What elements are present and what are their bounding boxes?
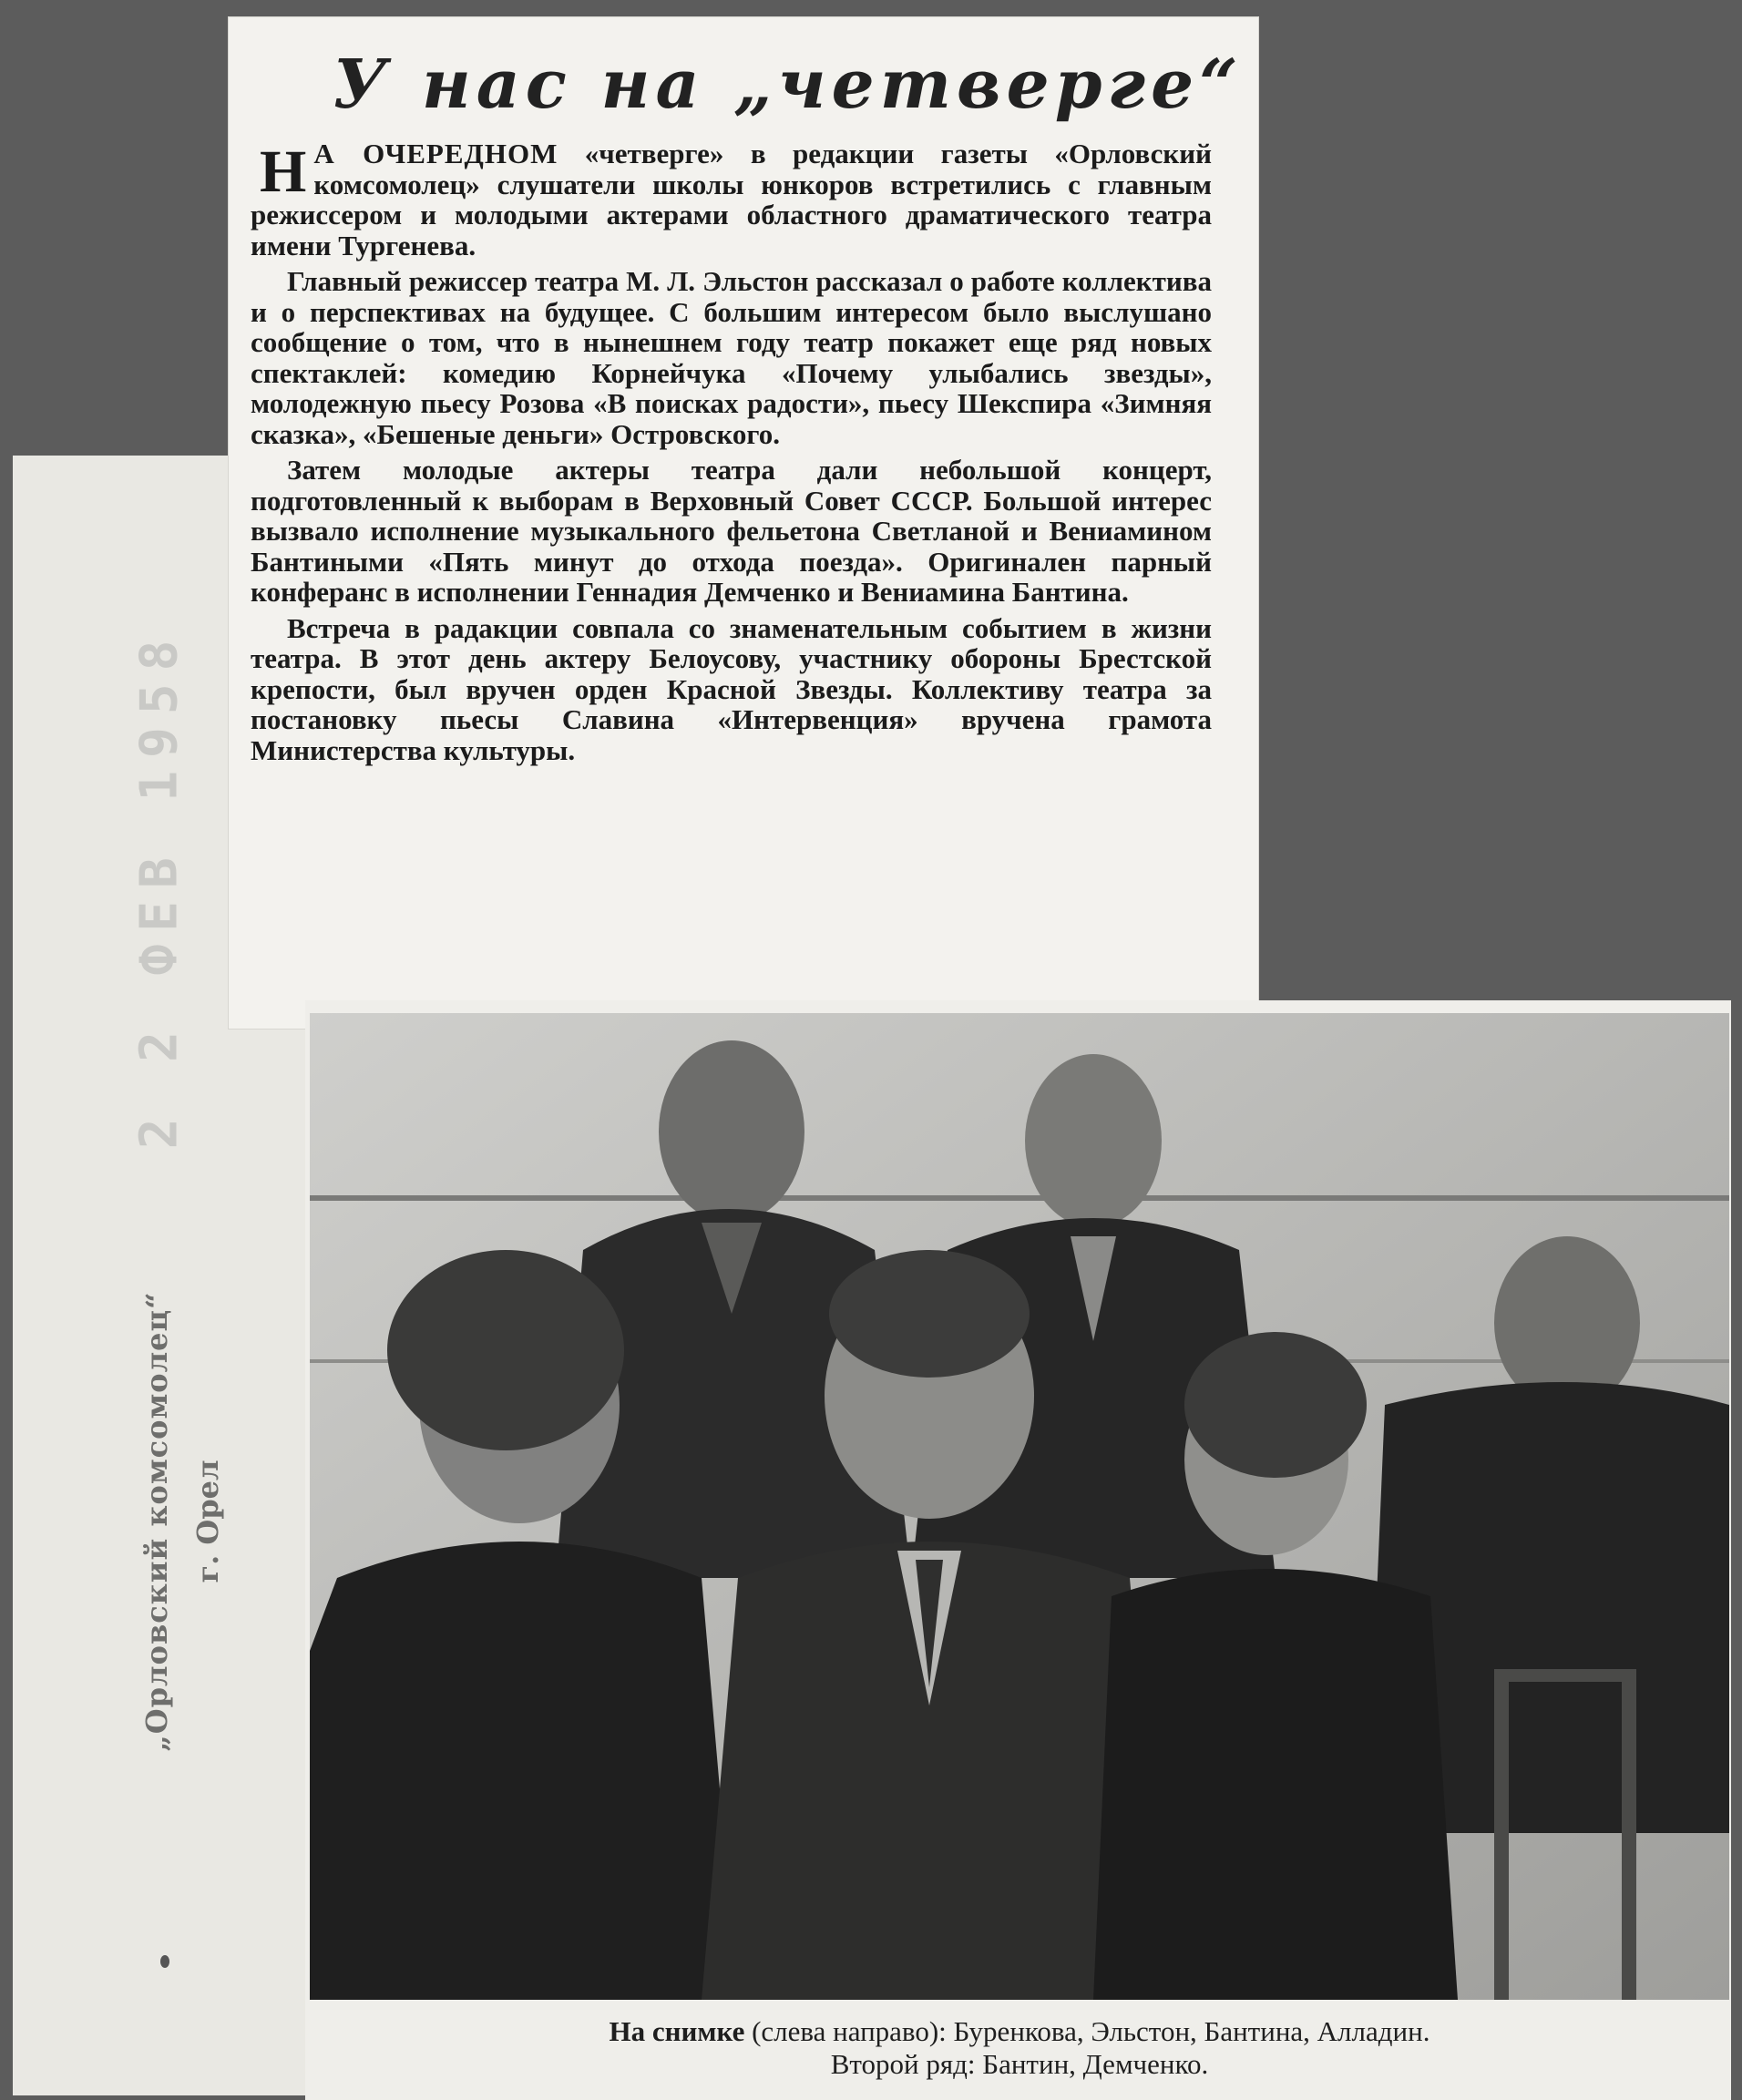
paragraph-1-text: «четверге» в редакции газеты «Орловский комсомолец» слушатели школы юнкоров встретились с главным режиссером и молодыми актерами областного драматического театра имени Тургенева.	[251, 138, 1212, 261]
caption-line-1	[310, 2015, 1729, 2048]
caption-line-2: Второй ряд: Бантин, Демченко.	[830, 2048, 1209, 2080]
source-stamp	[139, 1291, 225, 1751]
source-stamp-city: г. Орел	[190, 1460, 225, 1583]
article-headline: У нас на „четверге“	[333, 46, 1244, 124]
article-paragraph-2: Главный режиссер театра М. Л. Эльстон рассказал о работе коллектива и о перспективах на будущее. С большим интересом было выслушано сообщение о том, что в нынешнем году театр покажет еще ряд новых спектаклей: комедию Корнейчука «Почему улыбались звезды», молодежную пьесу Розова «В поисках радости», пьесу Шекспира «Зимняя сказка», «Бешеные деньги» Островского.	[251, 265, 1212, 450]
caption-line-1-text: (слева направо): Буренкова, Эльстон, Бантина, Алладин.	[752, 2015, 1430, 2047]
date-stamp: 2 2 ФЕВ 1958	[129, 627, 190, 1150]
caption-label: На снимке	[609, 2015, 745, 2047]
article-paragraph-1	[251, 138, 1212, 261]
lead-caps: А ОЧЕРЕДНОМ	[313, 138, 558, 169]
article-body	[251, 138, 1212, 771]
drop-cap: Н	[260, 138, 307, 205]
paper-mark	[160, 1955, 169, 1968]
group-photo	[310, 1013, 1729, 2000]
source-stamp-newspaper: „Орловский комсомолец“	[139, 1291, 174, 1752]
group-photo-image	[310, 1013, 1729, 2000]
photo-caption	[310, 2015, 1729, 2081]
article-paragraph-4: Встреча в радакции совпала со знаменательным событием в жизни театра. В этот день актеру Белоусову, участнику обороны Брестской крепости, был вручен орден Красной Звезды. Коллективу театра за постановку пьесы Славина «Интервенция» вручена грамота Министерства культуры.	[251, 611, 1212, 766]
article-paragraph-3: Затем молодые актеры театра дали небольшой концерт, подготовленный к выборам в Верховный Совет СССР. Большой интерес вызвало исполнение музыкального фельетона Светланой и Вениамином Бантиными «Пять минут до отхода поезда». Оригинален парный конферанс в исполнении Геннадия Демченко и Вениамина Бантина.	[251, 454, 1212, 608]
